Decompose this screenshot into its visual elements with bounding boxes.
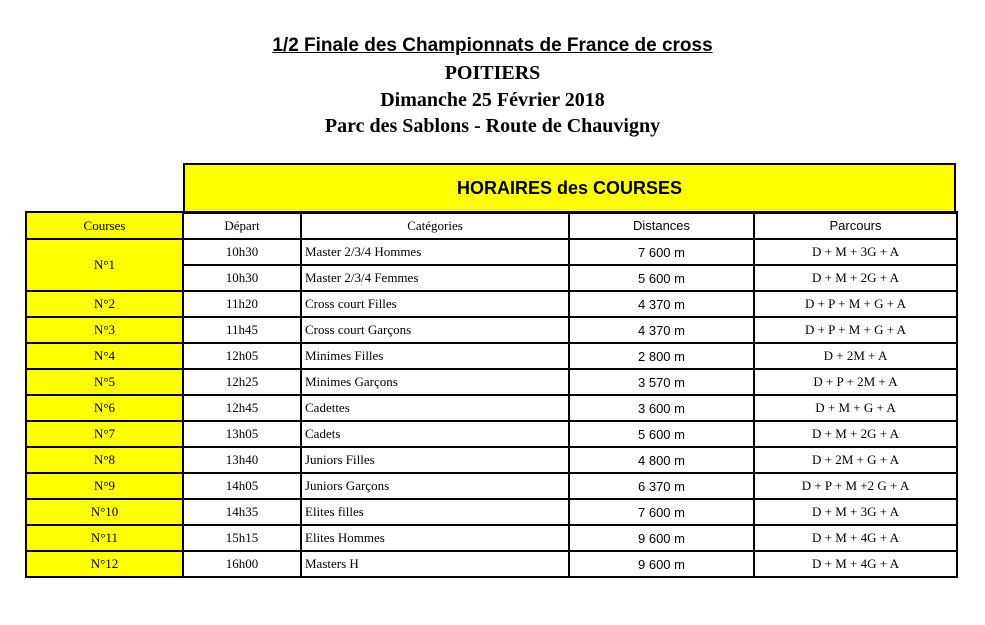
table-row <box>26 499 957 525</box>
table-row <box>26 421 957 447</box>
parcours-cell: D + 2M + G + A <box>754 447 957 473</box>
table-row <box>26 447 957 473</box>
distance-cell: 3 600 m <box>569 395 754 421</box>
column-header-distances: Distances <box>569 212 754 239</box>
depart-time-cell: 13h05 <box>183 421 301 447</box>
event-venue: Parc des Sablons - Route de Chauvigny <box>324 115 661 137</box>
distance-cell: 3 570 m <box>569 369 754 395</box>
course-number-cell: N°11 <box>26 525 183 551</box>
depart-time-cell: 13h40 <box>183 447 301 473</box>
depart-time-cell: 14h35 <box>183 499 301 525</box>
column-header-categories: Catégories <box>301 212 569 239</box>
category-cell: Elites filles <box>301 499 569 525</box>
distance-cell: 2 800 m <box>569 343 754 369</box>
course-number-cell: N°4 <box>26 343 183 369</box>
parcours-cell: D + P + M + G + A <box>754 317 957 343</box>
category-cell: Minimes Filles <box>301 343 569 369</box>
schedule-table <box>25 211 958 578</box>
column-header-parcours: Parcours <box>754 212 957 239</box>
distance-cell: 4 370 m <box>569 291 754 317</box>
depart-time-cell: 11h20 <box>183 291 301 317</box>
course-number-cell: N°6 <box>26 395 183 421</box>
category-cell: Juniors Filles <box>301 447 569 473</box>
schedule-banner: HORAIRES des COURSES <box>183 163 956 214</box>
table-row <box>26 239 957 265</box>
table-row <box>26 551 957 577</box>
parcours-cell: D + M + G + A <box>754 395 957 421</box>
depart-time-cell: 12h05 <box>183 343 301 369</box>
table-row <box>26 343 957 369</box>
table-row <box>26 525 957 551</box>
table-header-row <box>26 212 957 239</box>
column-header-courses: Courses <box>26 212 183 239</box>
table-row <box>26 395 957 421</box>
depart-time-cell: 15h15 <box>183 525 301 551</box>
course-number-cell: N°2 <box>26 291 183 317</box>
category-cell: Juniors Garçons <box>301 473 569 499</box>
parcours-cell: D + M + 4G + A <box>754 525 957 551</box>
course-number-cell: N°9 <box>26 473 183 499</box>
category-cell: Cross court Garçons <box>301 317 569 343</box>
course-number-cell: N°1 <box>26 239 183 291</box>
table-row <box>26 473 957 499</box>
table-row <box>26 317 957 343</box>
distance-cell: 9 600 m <box>569 551 754 577</box>
distance-cell: 4 800 m <box>569 447 754 473</box>
parcours-cell: D + 2M + A <box>754 343 957 369</box>
depart-time-cell: 14h05 <box>183 473 301 499</box>
parcours-cell: D + M + 4G + A <box>754 551 957 577</box>
course-number-cell: N°10 <box>26 499 183 525</box>
category-cell: Master 2/3/4 Hommes <box>301 239 569 265</box>
category-cell: Cadettes <box>301 395 569 421</box>
depart-time-cell: 11h45 <box>183 317 301 343</box>
category-cell: Masters H <box>301 551 569 577</box>
distance-cell: 6 370 m <box>569 473 754 499</box>
course-number-cell: N°5 <box>26 369 183 395</box>
category-cell: Master 2/3/4 Femmes <box>301 265 569 291</box>
category-cell: Cross court Filles <box>301 291 569 317</box>
parcours-cell: D + P + M + G + A <box>754 291 957 317</box>
depart-time-cell: 12h45 <box>183 395 301 421</box>
parcours-cell: D + M + 3G + A <box>754 239 957 265</box>
distance-cell: 4 370 m <box>569 317 754 343</box>
course-number-cell: N°7 <box>26 421 183 447</box>
parcours-cell: D + P + 2M + A <box>754 369 957 395</box>
event-city: POITIERS <box>444 62 541 84</box>
course-number-cell: N°3 <box>26 317 183 343</box>
depart-time-cell: 12h25 <box>183 369 301 395</box>
table-row <box>26 369 957 395</box>
event-date: Dimanche 25 Février 2018 <box>380 89 605 111</box>
distance-cell: 5 600 m <box>569 421 754 447</box>
category-cell: Elites Hommes <box>301 525 569 551</box>
distance-cell: 7 600 m <box>569 239 754 265</box>
table-row <box>26 291 957 317</box>
parcours-cell: D + M + 2G + A <box>754 421 957 447</box>
distance-cell: 7 600 m <box>569 499 754 525</box>
depart-time-cell: 10h30 <box>183 239 301 265</box>
category-cell: Cadets <box>301 421 569 447</box>
distance-cell: 5 600 m <box>569 265 754 291</box>
course-number-cell: N°8 <box>26 447 183 473</box>
parcours-cell: D + M + 2G + A <box>754 265 957 291</box>
column-header-depart: Départ <box>183 212 301 239</box>
depart-time-cell: 10h30 <box>183 265 301 291</box>
event-title: 1/2 Finale des Championnats de France de cross <box>272 35 713 56</box>
course-number-cell: N°12 <box>26 551 183 577</box>
distance-cell: 9 600 m <box>569 525 754 551</box>
category-cell: Minimes Garçons <box>301 369 569 395</box>
parcours-cell: D + P + M +2 G + A <box>754 473 957 499</box>
depart-time-cell: 16h00 <box>183 551 301 577</box>
parcours-cell: D + M + 3G + A <box>754 499 957 525</box>
